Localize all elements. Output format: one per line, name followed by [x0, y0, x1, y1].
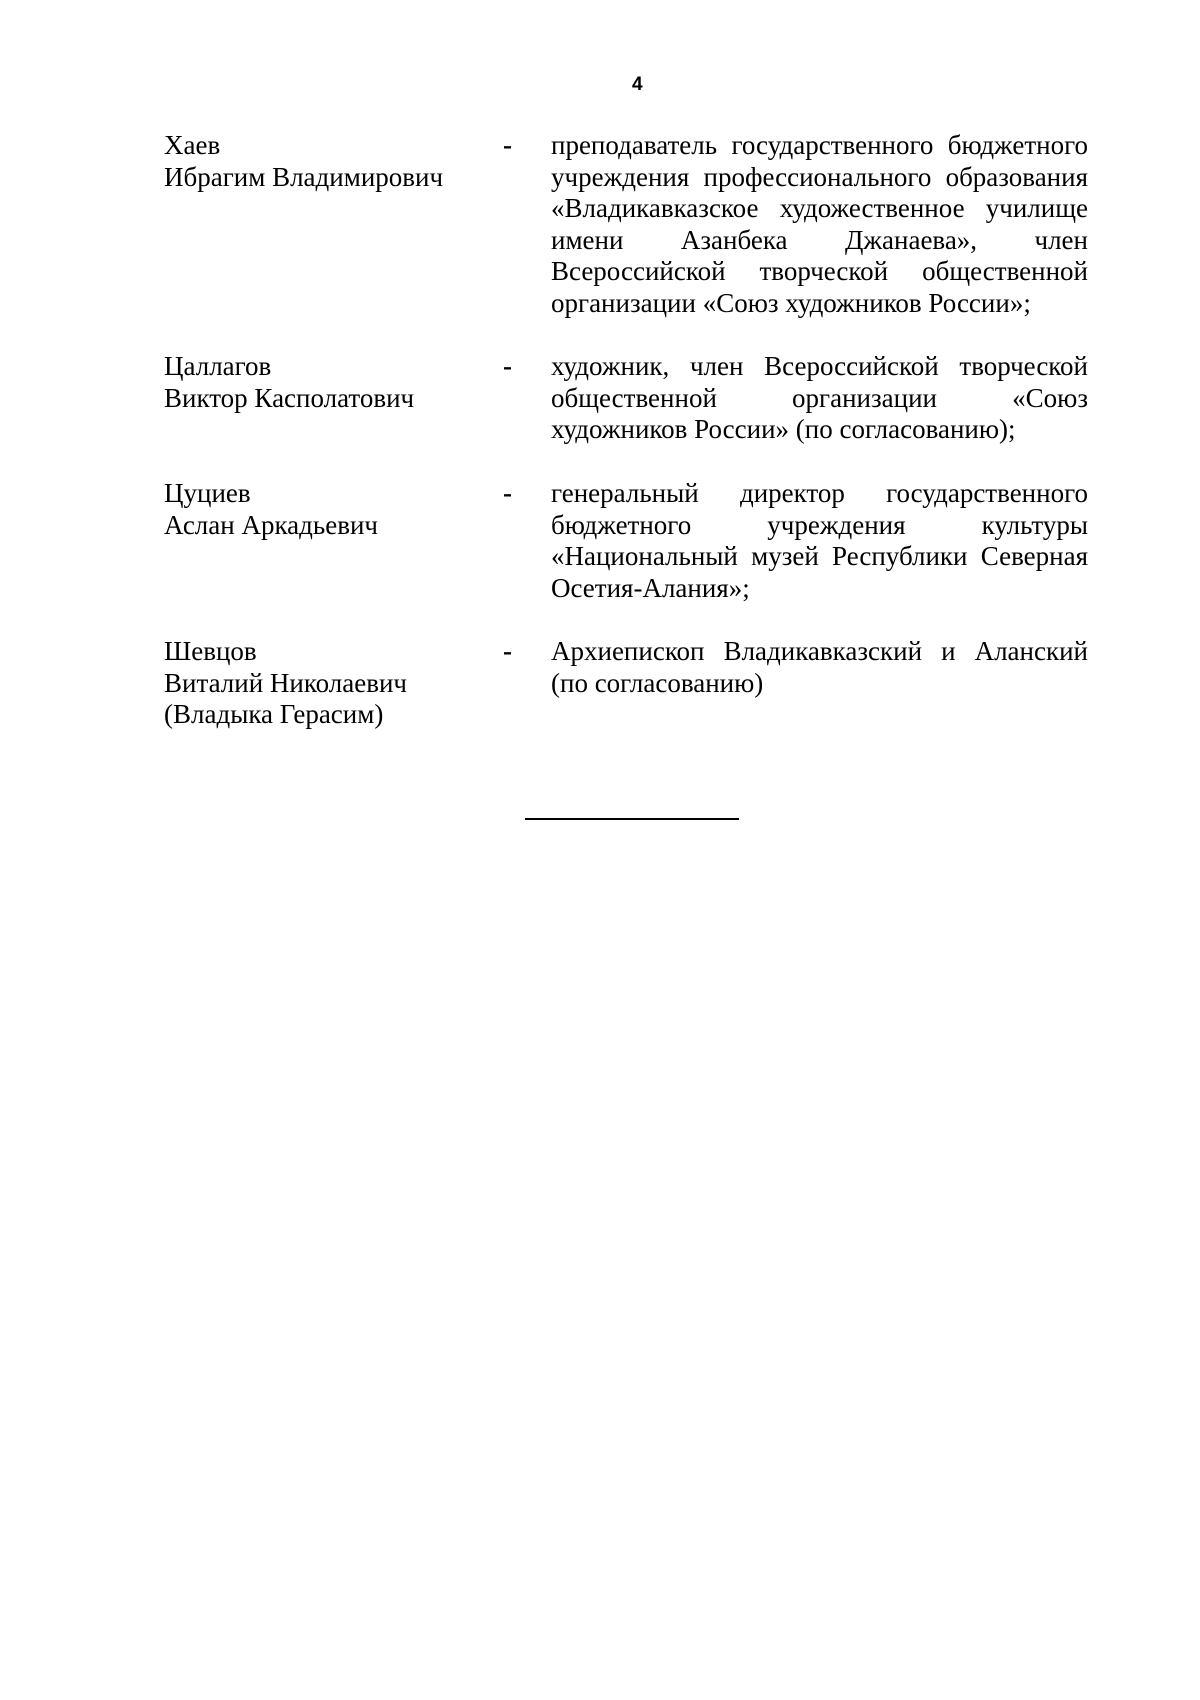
member-position: [551, 636, 1088, 699]
position-line: учреждения профессионального образования: [551, 161, 1088, 192]
member-given-name: Виктор Касполатович: [164, 382, 415, 413]
position-line: организации «Союз художников России»;: [551, 287, 1031, 318]
page-number: 4: [632, 74, 643, 95]
member-surname: Цуциев: [164, 478, 251, 508]
member-position: [551, 478, 1088, 604]
position-line: Всероссийской творческой общественной: [551, 256, 1088, 286]
dash-separator: -: [503, 478, 512, 508]
position-line: бюджетного учреждения культуры: [551, 509, 1088, 540]
position-line: «Национальный музей Республики Северная: [551, 541, 1088, 571]
member-surname: Цаллагов: [164, 351, 272, 381]
dash-separator: -: [503, 130, 512, 160]
member-position: [551, 351, 1088, 446]
position-line: художников России» (по согласованию);: [551, 414, 1016, 444]
dash-separator: -: [503, 636, 512, 666]
member-given-name: Ибрагим Владимирович: [164, 161, 444, 192]
position-line: имени Азанбека Джанаева», член: [551, 224, 1088, 255]
position-line: (по согласованию): [551, 667, 764, 698]
position-line: преподаватель государственного бюджетного: [551, 130, 1088, 160]
dash-separator: -: [503, 351, 512, 381]
member-name: [164, 636, 494, 731]
member-title: (Владыка Герасим): [164, 699, 384, 729]
member-given-name: Виталий Николаевич: [164, 667, 407, 698]
member-name: [164, 130, 494, 193]
position-line: Архиепископ Владикавказский и Аланский: [551, 636, 1088, 666]
position-line: Осетия-Алания»;: [551, 572, 750, 603]
member-name: [164, 351, 494, 414]
member-surname: Шевцов: [164, 636, 257, 666]
member-given-name: Аслан Аркадьевич: [164, 509, 378, 540]
position-line: «Владикавказское художественное училище: [551, 193, 1088, 223]
closing-rule: [525, 818, 739, 820]
position-line: генеральный директор государственного: [551, 478, 1088, 508]
position-line: художник, член Всероссийской творческой: [551, 351, 1088, 381]
position-line: общественной организации «Союз: [551, 382, 1088, 413]
member-surname: Хаев: [164, 130, 221, 160]
member-name: [164, 478, 494, 541]
member-position: [551, 130, 1088, 319]
